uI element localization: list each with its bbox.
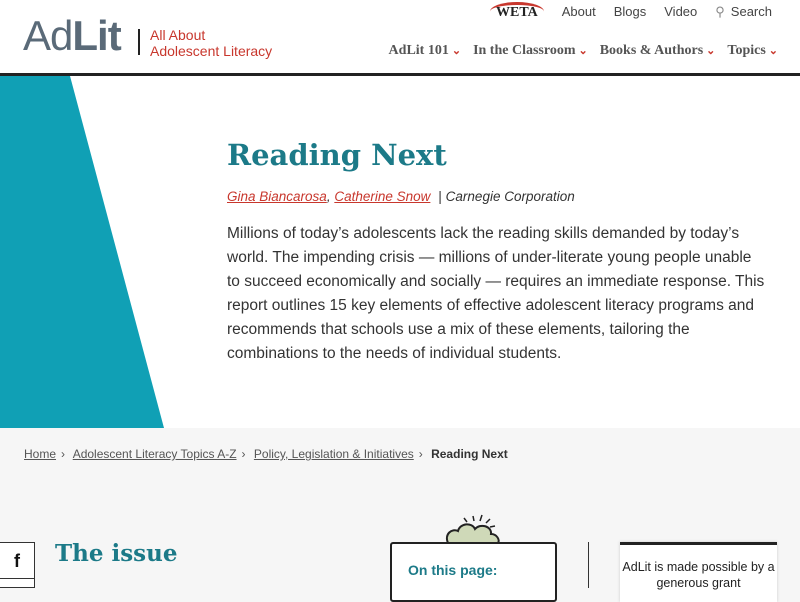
organization: Carnegie Corporation xyxy=(445,189,575,204)
cloud-icon xyxy=(440,512,505,544)
byline: Gina Biancarosa, Catherine Snow | Carnegie Corporation xyxy=(227,189,575,204)
nav-label: Topics xyxy=(727,43,766,58)
description: Millions of today’s adolescents lack the reading skills demanded by today’s world. The impending crisis — millions of under-literate young people unable to succeed economically and socially — requires an immediate response. This report outlines 15 key elements of effective adolescent literacy programs and recommends that schools use a mix of these elements, tailoring the combinations to the needs of individual students. xyxy=(227,225,765,362)
divider xyxy=(588,542,589,588)
blogs-link[interactable]: Blogs xyxy=(613,4,647,19)
section-heading: The issue xyxy=(55,540,178,567)
about-link[interactable]: About xyxy=(561,4,596,19)
breadcrumb-topics[interactable]: Adolescent Literacy Topics A-Z xyxy=(72,447,237,461)
social-share xyxy=(0,542,35,588)
on-this-page-heading: On this page: xyxy=(408,562,498,578)
tagline-line-1: All About xyxy=(150,27,206,43)
hero xyxy=(0,76,800,428)
chevron-down-icon: ⌄ xyxy=(706,45,716,57)
author-link[interactable]: Catherine Snow xyxy=(334,189,431,204)
breadcrumb: Home › Adolescent Literacy Topics A-Z › Policy, Legislation & Initiatives › Reading Next xyxy=(24,447,508,461)
nav-label: Books & Authors xyxy=(599,43,704,58)
search-link[interactable]: Search xyxy=(730,4,772,19)
author-link[interactable]: Gina Biancarosa xyxy=(227,189,327,204)
breadcrumb-current: Reading Next xyxy=(431,447,508,461)
main-nav xyxy=(389,43,778,59)
chevron-down-icon: ⌄ xyxy=(578,45,588,57)
tagline-line-2: Adolescent Literacy xyxy=(150,43,273,59)
sponsor-box: AdLit is made possible by a generous grant xyxy=(620,542,777,602)
weta-logo[interactable]: WETA xyxy=(490,2,544,21)
search-icon[interactable]: ⚲ xyxy=(715,3,725,19)
video-link[interactable]: Video xyxy=(664,4,698,19)
breadcrumb-home[interactable]: Home xyxy=(24,447,57,461)
site-header xyxy=(0,0,800,76)
nav-in-the-classroom[interactable] xyxy=(473,43,588,59)
facebook-icon[interactable]: f xyxy=(0,543,34,579)
nav-label: In the Classroom xyxy=(473,43,576,58)
breadcrumb-policy[interactable]: Policy, Legislation & Initiatives xyxy=(253,447,414,461)
page-title: Reading Next xyxy=(227,138,447,172)
chevron-down-icon: ⌄ xyxy=(768,45,778,57)
hero-decoration xyxy=(0,76,170,428)
on-this-page-box xyxy=(390,542,557,602)
nav-label: AdLit 101 xyxy=(388,43,449,58)
nav-topics[interactable] xyxy=(727,43,778,59)
utility-nav xyxy=(490,2,772,21)
logo-divider xyxy=(138,29,140,55)
tagline xyxy=(150,27,272,59)
chevron-down-icon: ⌄ xyxy=(451,45,462,57)
nav-books-authors[interactable] xyxy=(600,43,716,59)
adlit-logo[interactable]: AdLit xyxy=(23,12,121,59)
nav-adlit-101[interactable] xyxy=(389,43,462,59)
